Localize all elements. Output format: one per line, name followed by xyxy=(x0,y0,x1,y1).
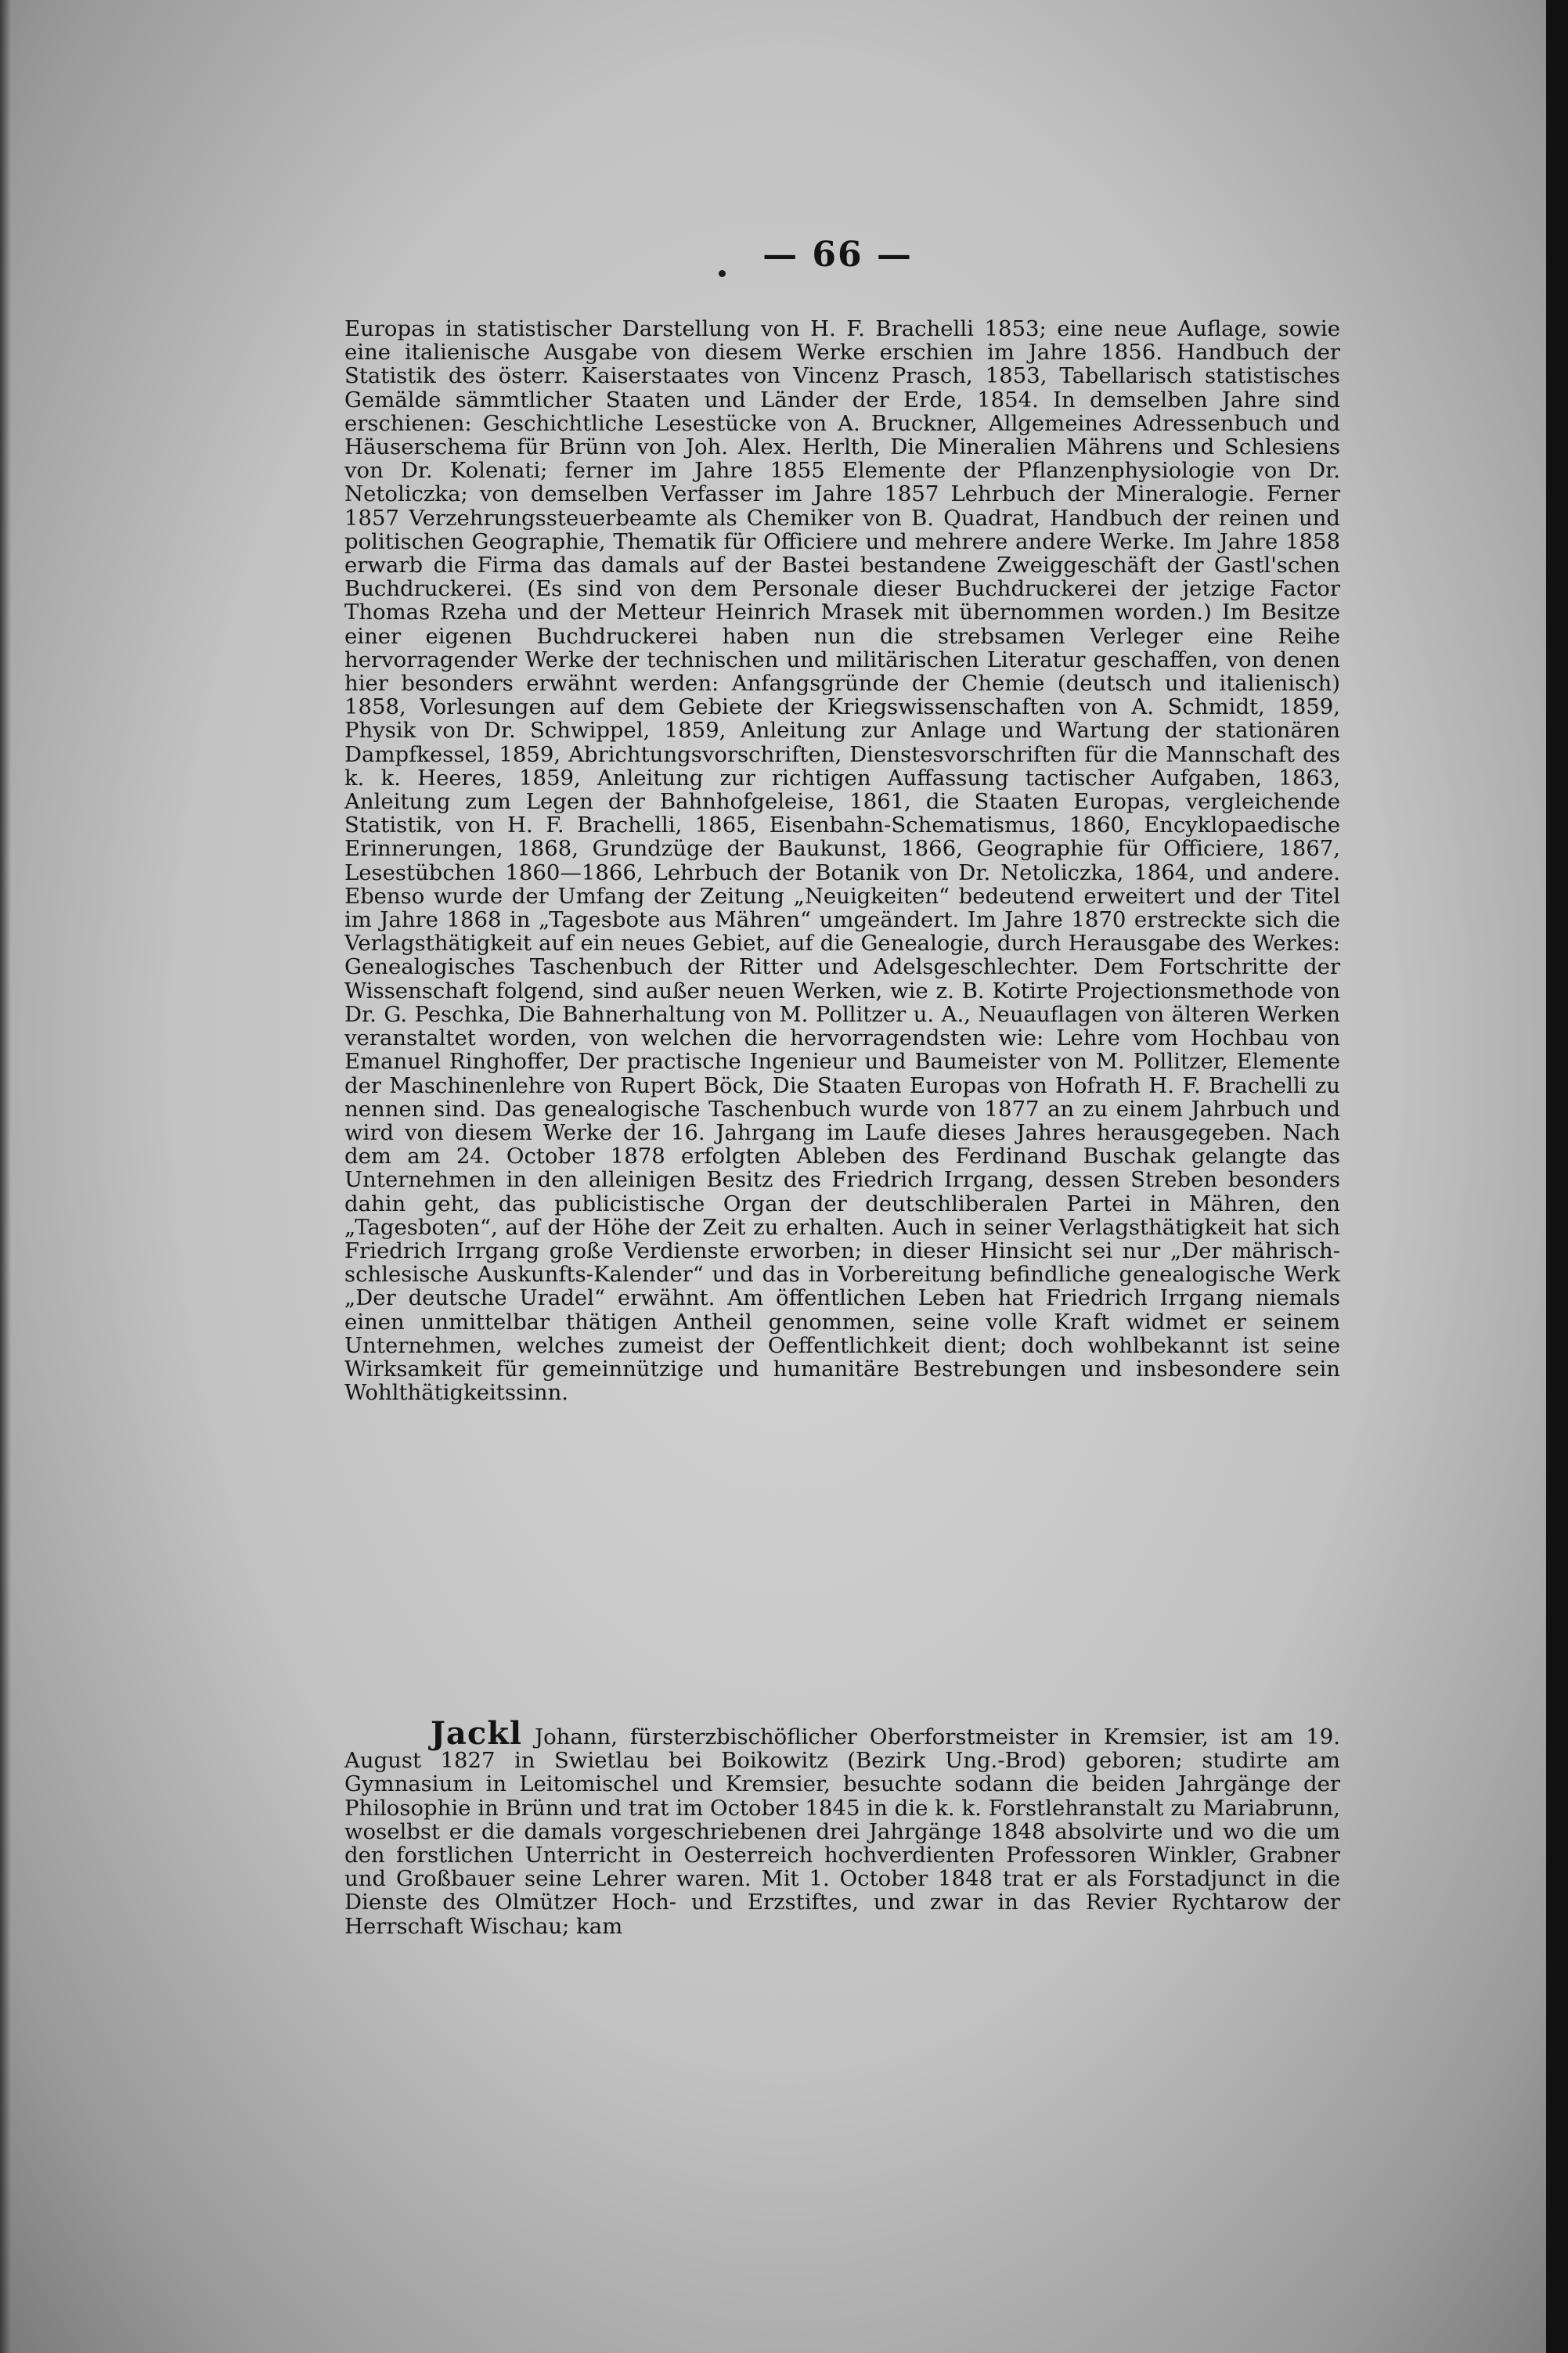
entry-name: Jackl xyxy=(431,1715,523,1752)
biography-entry-jackl xyxy=(344,1715,1340,1939)
entry-paragraph xyxy=(344,1715,1340,1939)
page-shadow-right xyxy=(1546,0,1568,2353)
paragraph-1: Europas in statistischer Darstellung von H. F. Brachelli 1853; eine neue Auflage, sowie eine italienische Ausgabe von diesem Werke erschien im Jahre 1856. Handbuch der Statistik des österr. Kaiserstaates von Vincenz Prasch, 1853, Tabellarisch statistisches Gemälde sämmtlicher Staaten und Länder der Erde, 1854. In demselben Jahre sind erschienen: Geschichtliche Lesestücke von A. Bruckner, Allgemeines Adressenbuch und Häuserschema für Brünn von Joh. Alex. Herlth, Die Mineralien Mährens und Schlesiens von Dr. Kolenati; ferner im Jahre 1855 Elemente der Pflanzenphysiologie von Dr. Netoliczka; von demselben Verfasser im Jahre 1857 Lehrbuch der Mineralogie. Ferner 1857 Verzehrungssteuerbeamte als Chemiker von B. Quadrat, Handbuch der reinen und politischen Geographie, Thematik für Officiere und mehrere andere Werke. Im Jahre 1858 erwarb die Firma das damals auf der Bastei bestandene Zweiggeschäft der Gastl'schen Buchdruckerei. (Es sind von dem Personale dieser Buchdruckerei der jetzige Factor Thomas Rzeha und der Metteur Heinrich Mrasek mit übernommen worden.) Im Besitze einer eigenen Buchdruckerei haben nun die strebsamen Verleger eine Reihe hervorragender Werke der technischen und militärischen Literatur geschaffen, von denen hier besonders erwähnt werden: Anfangsgründe der Chemie (deutsch und italienisch) 1858, Vorlesungen auf dem Gebiete der Kriegswissenschaften von A. Schmidt, 1859, Physik von Dr. Schwippel, 1859, Anleitung zur Anlage und Wartung der stationären Dampfkessel, 1859, Abrichtungsvorschriften, Dienstesvorschriften für die Mannschaft des k. k. Heeres, 1859, Anleitung zur richtigen Auffassung tactischer Aufgaben, 1863, Anleitung zum Legen der Bahnhofgeleise, 1861, die Staaten Europas, vergleichende Statistik, von H. F. Brachelli, 1865, Eisenbahn-Schematismus, 1860, Encyklopaedische Erinnerungen, 1868, Grundzüge der Baukunst, 1866, Geographie für Officiere, 1867, Lesestübchen 1860—1866, Lehrbuch der Botanik von Dr. Netoliczka, 1864, und andere. Ebenso wurde der Umfang der Zeitung „Neuigkeiten“ bedeutend erweitert und der Titel im Jahre 1868 in „Tagesbote aus Mähren“ umgeändert. Im Jahre 1870 erstreckte sich die Verlagsthätigkeit auf ein neues Gebiet, auf die Genealogie, durch Herausgabe des Werkes: Genealogisches Taschenbuch der Ritter und Adelsgeschlechter. Dem Fortschritte der Wissenschaft folgend, sind außer neuen Werken, wie z. B. Kotirte Projectionsmethode von Dr. G. Peschka, Die Bahnerhaltung von M. Pollitzer u. A., Neuauflagen von älteren Werken veranstaltet worden, von welchen die hervorragendsten wie: Lehre vom Hochbau von Emanuel Ringhoffer, Der practische Ingenieur und Baumeister von M. Pollitzer, Elemente der Maschinenlehre von Rupert Böck, Die Staaten Europas von Hofrath H. F. Brachelli zu nennen sind. Das genealogische Taschenbuch wurde von 1877 an zu einem Jahrbuch und wird von diesem Werke der 16. Jahrgang im Laufe dieses Jahres herausgegeben. Nach dem am 24. October 1878 erfolgten Ableben des Ferdinand Buschak gelangte das Unternehmen in den alleinigen Besitz des Friedrich Irrgang, dessen Streben besonders dahin geht, das publicistische Organ der deutschliberalen Partei in Mähren, den „Tagesboten“, auf der Höhe der Zeit zu erhalten. Auch in seiner Verlagsthätigkeit hat sich Friedrich Irrgang große Verdienste erworben; in dieser Hinsicht sei nur „Der mährisch-schlesische Auskunfts-Kalender“ und das in Vorbereitung befindliche genealogische Werk „Der deutsche Uradel“ erwähnt. Am öffentlichen Leben hat Friedrich Irrgang niemals einen unmittelbar thätigen Antheil genommen, seine volle Kraft widmet er seinem Unternehmen, welches zumeist der Oeffentlichkeit dient; doch wohlbekannt ist seine Wirksamkeit für gemeinnützige und humanitäre Bestrebungen und insbesondere sein Wohlthätigkeitssinn. xyxy=(344,316,1340,1406)
page-shadow-left xyxy=(0,0,11,2353)
ink-dot xyxy=(719,270,726,277)
entry-text: Johann, fürsterzbischöflicher Oberforstmeister in Kremsier, ist am 19. August 1827 in Swietlau bei Boikowitz (Bezirk Ung.-Brod) geboren; studirte am Gymnasium in Leitomischel und Kremsier, besuchte sodann die beiden Jahrgänge der Philosophie in Brünn und trat im October 1845 in die k. k. Forstlehranstalt zu Mariabrunn, woselbst er die damals vorgeschriebenen drei Jahrgänge 1848 absolvirte und wo die um den forstlichen Unterricht in Oesterreich hochverdienten Professoren Winkler, Grabner und Großbauer seine Lehrer waren. Mit 1. October 1848 trat er als Forstadjunct in die Dienste des Olmützer Hoch- und Erzstiftes, und zwar in das Revier Rychtarow der Herrschaft Wischau; kam xyxy=(344,1724,1340,1939)
page-number: — 66 — xyxy=(762,235,913,275)
biography-continuation xyxy=(344,317,1340,1404)
